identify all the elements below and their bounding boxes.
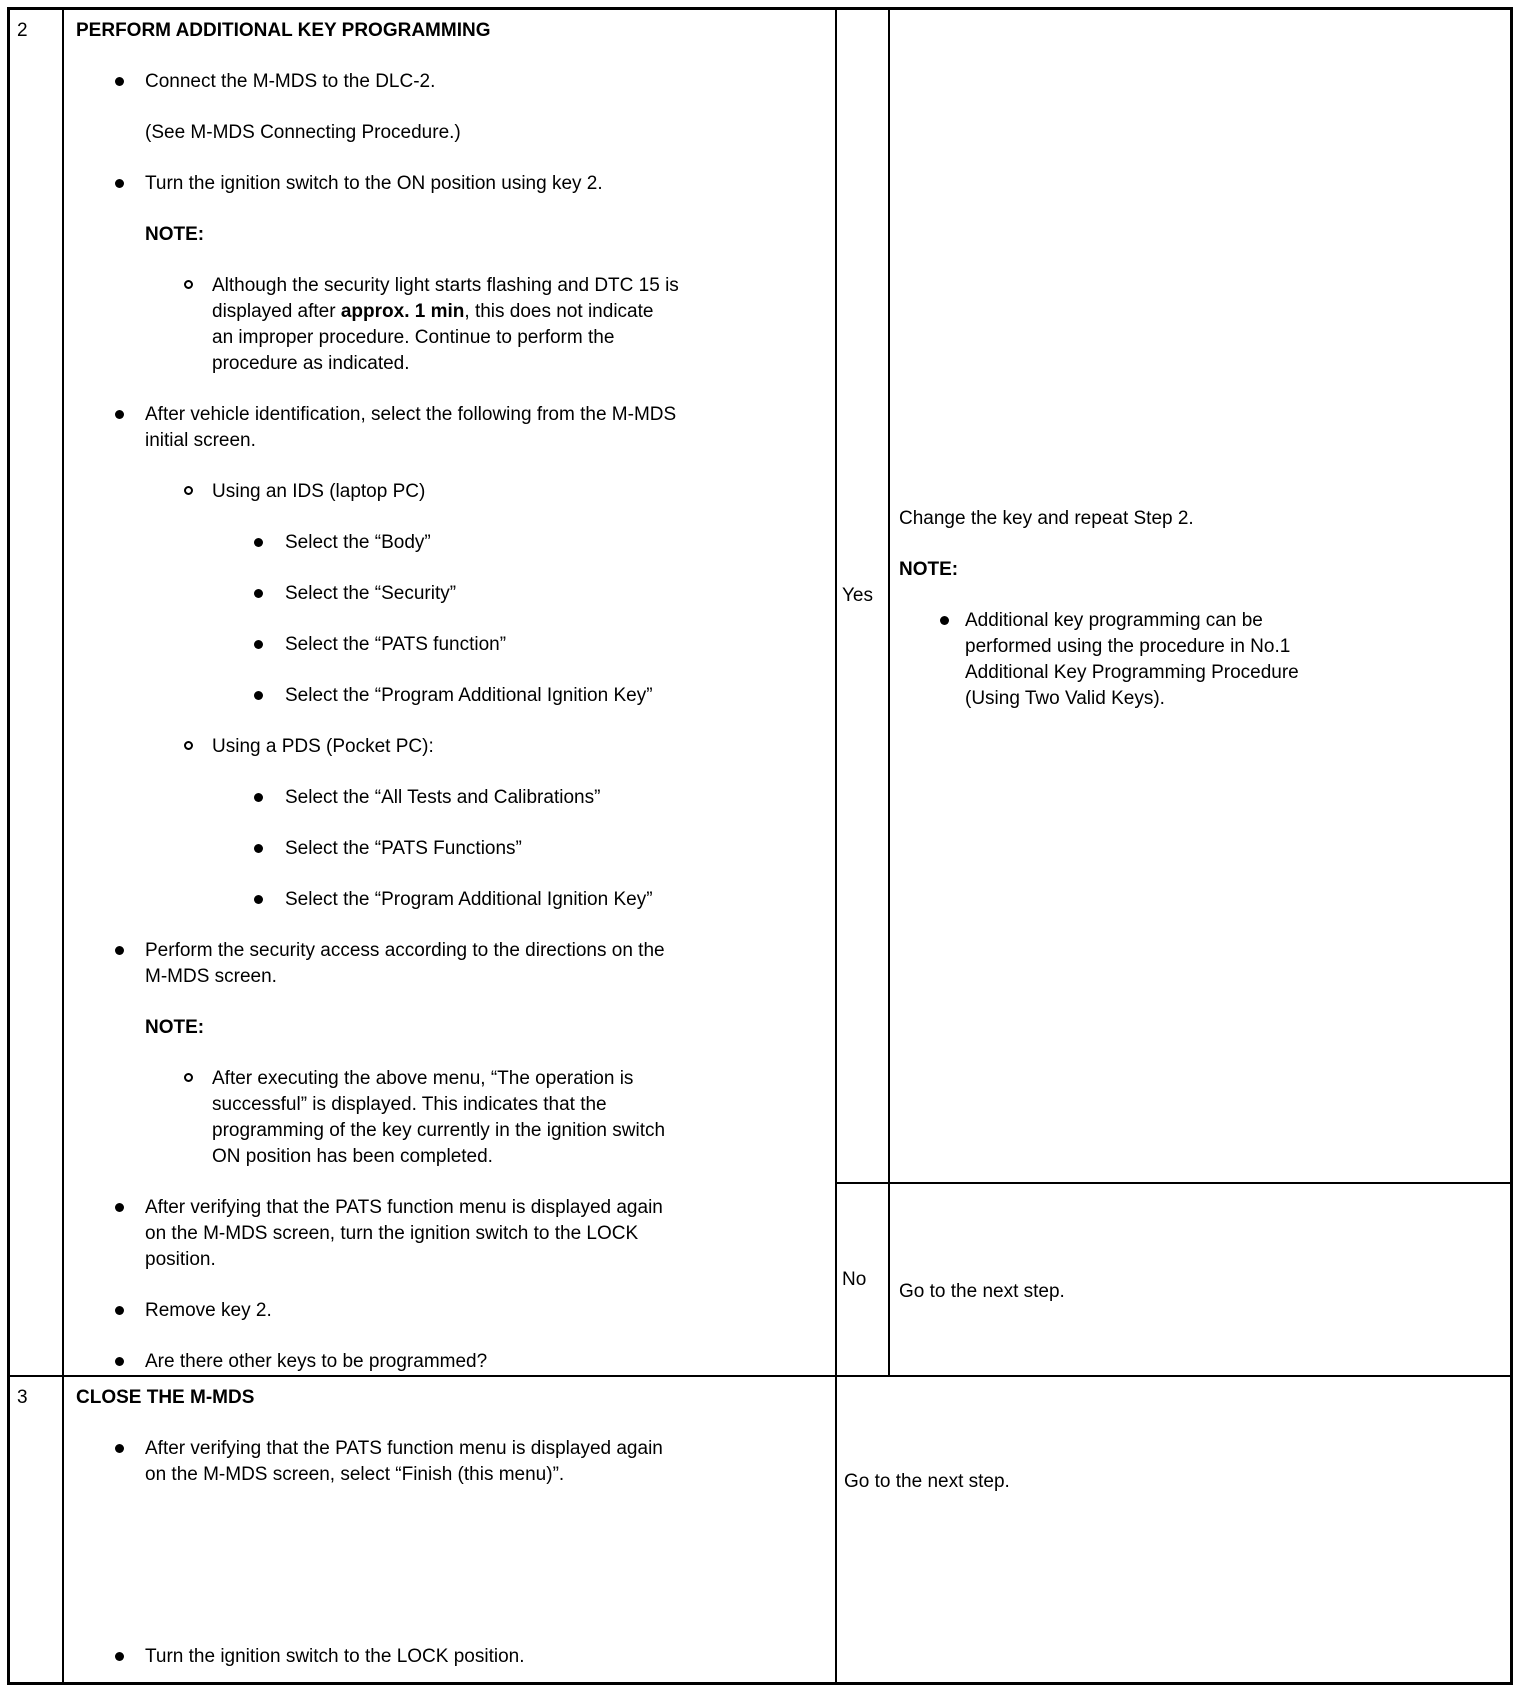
- item-text: After executing the above menu, “The operation is successful” is displayed. This indicates that the programming of the key currently in the ignition switch ON position has been completed.: [212, 1068, 666, 1167]
- open-circle-bullet-icon: [184, 741, 193, 750]
- list-item: [76, 1066, 825, 1170]
- filled-bullet-icon: [254, 895, 263, 904]
- list-item: [76, 1298, 825, 1324]
- outcome-no-label-cell: [837, 1184, 890, 1375]
- outcome-yes-row: [837, 10, 1510, 1184]
- list-item: [76, 171, 825, 197]
- list-item: [899, 608, 1500, 712]
- item-text: Using a PDS (Pocket PC):: [212, 736, 434, 757]
- list-item: [76, 69, 825, 95]
- item-text: Select the “Security”: [285, 583, 457, 604]
- outcome-no-action-cell: [890, 1184, 1510, 1375]
- filled-bullet-icon: [254, 640, 263, 649]
- list-item: [76, 887, 825, 913]
- filled-bullet-icon: [254, 793, 263, 802]
- outcome-no-label: No: [842, 1268, 867, 1290]
- step-number: 3: [17, 1387, 28, 1408]
- open-circle-bullet-icon: [184, 1073, 193, 1082]
- note-label: [76, 222, 825, 248]
- step-3-number-cell: [10, 1377, 64, 1682]
- list-item: [76, 402, 825, 454]
- filled-bullet-icon: [115, 1357, 124, 1366]
- outcome-yes-label: Yes: [842, 585, 873, 606]
- item-text: Although the security light starts flashing and DTC 15 is displayed after approx. 1 min, this does not indicate an improper procedure. Continue to perform the procedure as indicated.: [212, 275, 679, 374]
- list-item: [76, 734, 825, 760]
- note-label: [76, 1015, 825, 1041]
- item-text: NOTE:: [145, 224, 205, 245]
- item-text: NOTE:: [145, 1017, 205, 1038]
- filled-bullet-icon: [254, 538, 263, 547]
- item-text: After vehicle identification, select the following from the M-MDS initial screen.: [145, 404, 677, 451]
- filled-bullet-icon: [115, 77, 124, 86]
- note-label: [899, 557, 1500, 583]
- outcome-yes-action-cell: [890, 10, 1510, 1182]
- item-text: Select the “Body”: [285, 532, 431, 553]
- filled-bullet-icon: [940, 616, 949, 625]
- list-item: [76, 479, 825, 505]
- item-text: Additional key programming can be performed using the procedure in No.1 Additional Key Programming Procedure (Using Two Valid Keys).: [965, 609, 1299, 709]
- filled-bullet-icon: [115, 410, 124, 419]
- open-circle-bullet-icon: [184, 486, 193, 495]
- list-item: [76, 836, 825, 862]
- item-text: Connect the M-MDS to the DLC-2.: [145, 71, 436, 92]
- item-text: Select the “Program Additional Ignition Key”: [285, 685, 653, 706]
- filled-bullet-icon: [115, 1652, 124, 1661]
- paragraph: [76, 120, 825, 146]
- list-item: [76, 683, 825, 709]
- step-3-action-text: Go to the next step.: [844, 1471, 1010, 1492]
- list-item: [76, 581, 825, 607]
- item-text: Turn the ignition switch to the LOCK position.: [145, 1646, 525, 1667]
- filled-bullet-icon: [254, 589, 263, 598]
- item-text: Change the key and repeat Step 2.: [899, 507, 1194, 529]
- item-text: NOTE:: [899, 558, 959, 580]
- step-title: PERFORM ADDITIONAL KEY PROGRAMMING: [76, 20, 491, 41]
- step-2-number-cell: [10, 10, 64, 1375]
- item-text: Select the “Program Additional Ignition Key”: [285, 889, 653, 910]
- list-item: [76, 1436, 825, 1488]
- item-text: Perform the security access according to the directions on the M-MDS screen.: [145, 940, 665, 987]
- procedure-table: [7, 7, 1513, 1685]
- list-item: [76, 632, 825, 658]
- item-text: Remove key 2.: [145, 1300, 272, 1321]
- list-item: [76, 785, 825, 811]
- item-text: Turn the ignition switch to the ON position using key 2.: [145, 173, 603, 194]
- step-2-instructions-cell: [64, 10, 837, 1375]
- step-3-row: [10, 1377, 1510, 1682]
- step-number: 2: [17, 20, 28, 41]
- filled-bullet-icon: [115, 1306, 124, 1315]
- item-text: (See M-MDS Connecting Procedure.): [145, 122, 461, 143]
- list-item: [76, 1644, 825, 1670]
- filled-bullet-icon: [115, 1203, 124, 1212]
- list-item: [76, 530, 825, 556]
- item-text: Go to the next step.: [899, 1281, 1065, 1302]
- item-text: Select the “PATS Functions”: [285, 838, 522, 859]
- step-2-row: [10, 10, 1510, 1377]
- step-3-action-cell: [837, 1377, 1510, 1682]
- outcome-yes-label-cell: [837, 10, 890, 1182]
- outcome-no-row: [837, 1184, 1510, 1375]
- step-2-outcomes: [837, 10, 1510, 1375]
- item-text: Using an IDS (laptop PC): [212, 481, 426, 502]
- filled-bullet-icon: [115, 1444, 124, 1453]
- item-text: Select the “PATS function”: [285, 634, 507, 655]
- filled-bullet-icon: [254, 691, 263, 700]
- item-text: Select the “All Tests and Calibrations”: [285, 787, 601, 808]
- list-item: [76, 273, 825, 377]
- filled-bullet-icon: [254, 844, 263, 853]
- item-text: Are there other keys to be programmed?: [145, 1351, 488, 1372]
- filled-bullet-icon: [115, 179, 124, 188]
- paragraph: [899, 1279, 1500, 1305]
- filled-bullet-icon: [115, 946, 124, 955]
- step-title: CLOSE THE M-MDS: [76, 1387, 255, 1408]
- list-item: [76, 938, 825, 990]
- list-item: [76, 1349, 825, 1375]
- item-text: After verifying that the PATS function menu is displayed again on the M-MDS screen, turn the ignition switch to the LOCK position.: [145, 1197, 663, 1270]
- paragraph: [899, 506, 1500, 532]
- step-3-instructions-cell: [64, 1377, 837, 1682]
- list-item: [76, 1195, 825, 1273]
- item-text: After verifying that the PATS function menu is displayed again on the M-MDS screen, select “Finish (this menu)”.: [145, 1438, 663, 1485]
- open-circle-bullet-icon: [184, 280, 193, 289]
